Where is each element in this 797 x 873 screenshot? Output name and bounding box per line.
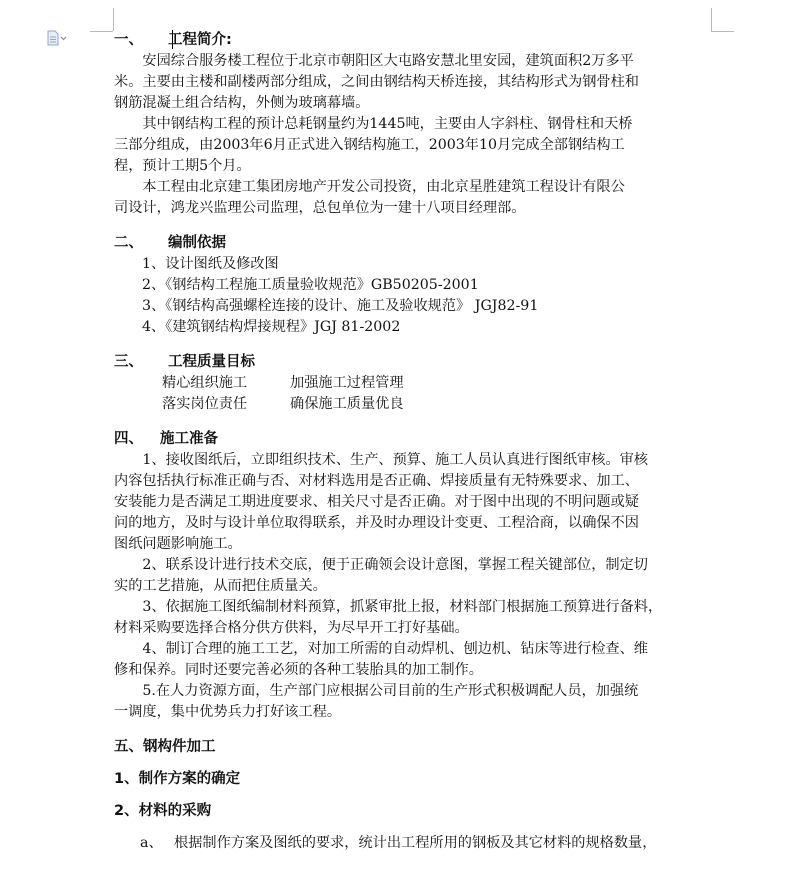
paragraph-line: 安园综合服务楼工程位于北京市朝阳区大屯路安慧北里安园，建筑面积2万多平 <box>142 53 634 69</box>
paragraph-line: 图纸问题影响施工。 <box>114 536 242 552</box>
quality-goal: 落实岗位责任 <box>162 396 248 412</box>
page-corner-mark <box>711 8 712 31</box>
page-corner-mark <box>90 31 113 32</box>
list-item-label: a、 <box>140 835 163 851</box>
list-item: 3、《钢结构高强螺栓连接的设计、施工及验收规范》 JGJ82-91 <box>142 298 539 314</box>
paragraph-line: 安装能力是否满足工期进度要求、相关尺寸是否正确。对于图中出现的不明问题或疑 <box>114 494 639 510</box>
paragraph-line: 1、接收图纸后，立即组织技术、生产、预算、施工人员认真进行图纸审核。审核 <box>142 452 648 468</box>
paragraph-line: 实的工艺措施，从而把住质量关。 <box>114 578 327 594</box>
section-heading-1: 一、 工程简介: <box>114 32 232 48</box>
list-item-text: 根据制作方案及图纸的要求，统计出工程所用的钢板及其它材料的规格数量， <box>174 835 657 851</box>
section-heading-3: 三、 工程质量目标 <box>114 354 255 370</box>
list-item: 2、《钢结构工程施工质量验收规范》GB50205-2001 <box>142 277 479 293</box>
quality-goal-row <box>114 394 714 415</box>
paragraph-line: 一调度，集中优势兵力打好该工程。 <box>114 704 342 720</box>
paragraph-line: 米。主要由主楼和副楼两部分组成，之间由钢结构天桥连接，其结构形式为钢骨柱和 <box>114 74 639 90</box>
paragraph-line: 内容包括执行标准正确与否、对材料选用是否正确、焊接质量有无特殊要求、加工、 <box>114 473 639 489</box>
page-corner-mark <box>711 31 734 32</box>
section-heading-2: 二、 编制依据 <box>114 235 226 251</box>
list-item <box>114 833 714 854</box>
subsection-heading: 1、制作方案的确定 <box>114 771 241 787</box>
quality-goal: 加强施工过程管理 <box>290 375 404 391</box>
paragraph-line: 修和保养。同时还要完善必须的各种工装胎具的加工制作。 <box>114 662 483 678</box>
section-heading-4: 四、 施工准备 <box>114 431 218 447</box>
paragraph-line: 司设计，鸿龙兴监理公司监理，总包单位为一建十八项目经理部。 <box>114 200 526 216</box>
paragraph-line: 其中钢结构工程的预计总耗钢量约为1445吨，主要由人字斜柱、钢骨柱和天桥 <box>142 116 633 132</box>
paragraph-line: 问的地方，及时与设计单位取得联系，并及时办理设计变更、工程洽商，以确保不因 <box>114 515 639 531</box>
section-heading-5: 五、钢构件加工 <box>114 739 216 755</box>
paragraph-line: 本工程由北京建工集团房地产开发公司投资，由北京星胜建筑工程设计有限公 <box>142 179 625 195</box>
paragraph-line: 4、制订合理的施工工艺，对加工所需的自动焊机、刨边机、钻床等进行检查、维 <box>142 641 648 657</box>
quality-goal-row <box>114 373 714 394</box>
quality-goal: 确保施工质量优良 <box>290 396 404 412</box>
paragraph-line: 5.在人力资源方面，生产部门应根据公司目前的生产形式积极调配人员，加强统 <box>142 683 639 699</box>
list-item: 1、设计图纸及修改图 <box>142 256 279 272</box>
quality-goal: 精心组织施工 <box>162 375 248 391</box>
paragraph-line: 2、联系设计进行技术交底，便于正确领会设计意图，掌握工程关键部位，制定切 <box>142 557 648 573</box>
list-item: 4、《建筑钢结构焊接规程》JGJ 81-2002 <box>142 319 401 335</box>
paragraph-line: 程，预计工期5个月。 <box>114 158 251 174</box>
paragraph-line: 三部分组成，由2003年6月正式进入钢结构施工，2003年10月完成全部钢结构工 <box>114 137 625 153</box>
document-icon[interactable] <box>46 30 68 46</box>
paragraph-line: 材料采购要选择合格分供方供料，为尽早开工打好基础。 <box>114 620 469 636</box>
paragraph-line: 3、依据施工图纸编制材料预算，抓紧审批上报，材料部门根据施工预算进行备料， <box>142 599 663 615</box>
document-page[interactable] <box>114 30 714 854</box>
subsection-heading: 2、材料的采购 <box>114 803 212 819</box>
page-corner-mark <box>113 8 114 31</box>
paragraph-line: 钢筋混凝土组合结构，外侧为玻璃幕墙。 <box>114 95 370 111</box>
